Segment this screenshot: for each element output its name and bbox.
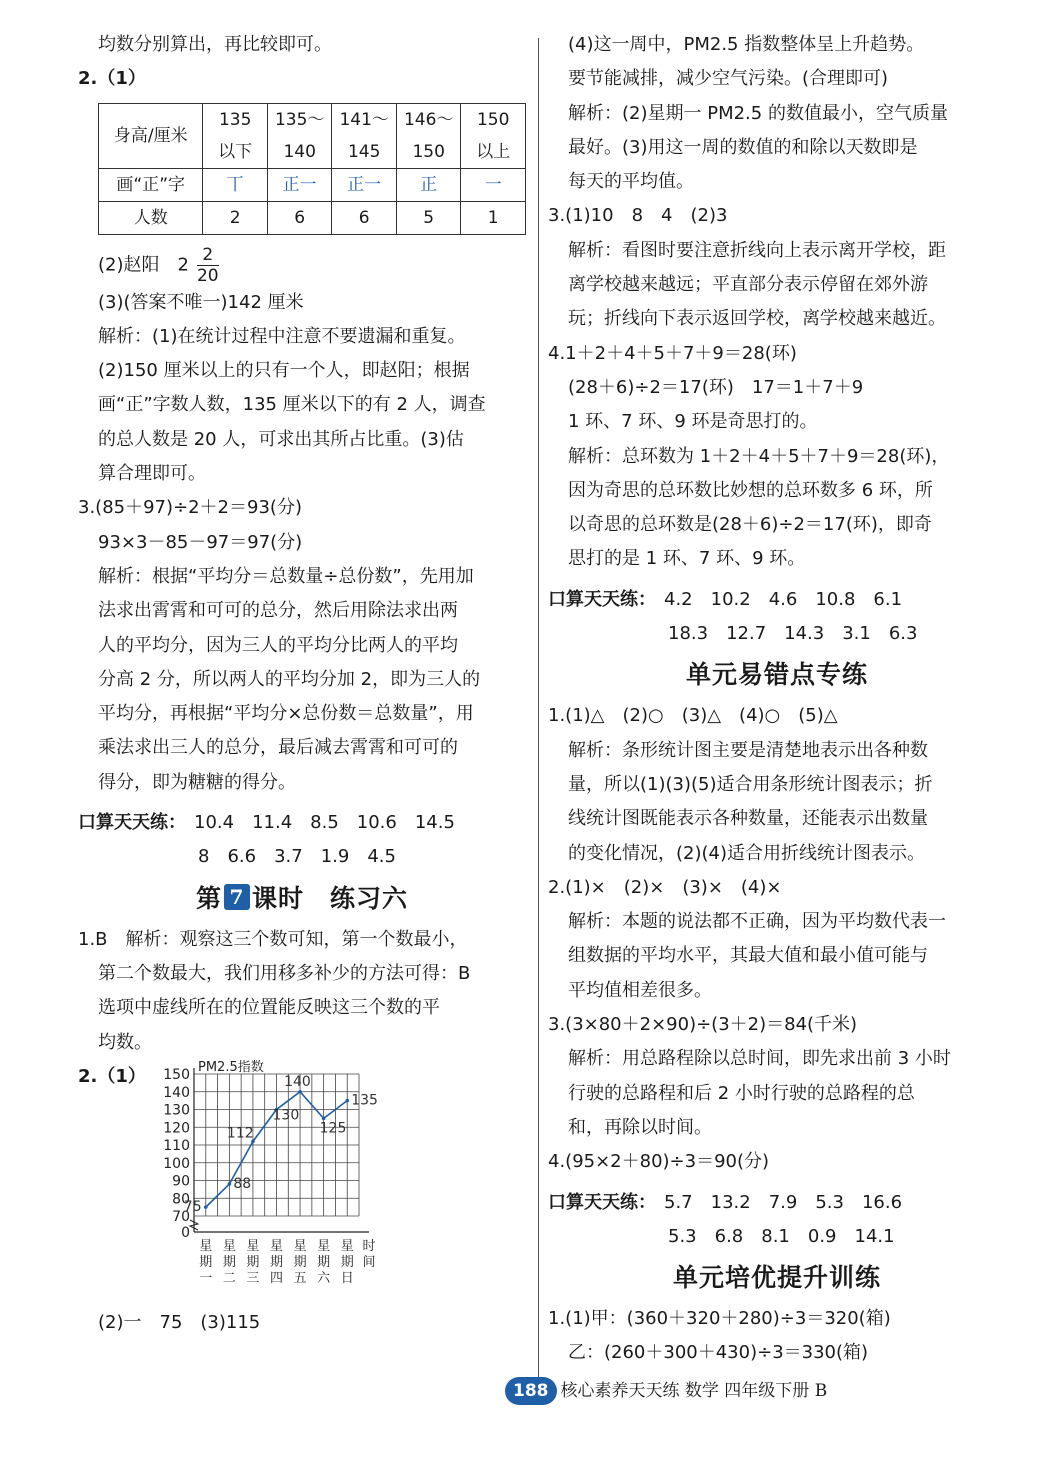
answer-line: 3.(85＋97)÷2＋2＝93(分) (78, 497, 302, 519)
mental-math-label: 口算天天练： (78, 812, 186, 834)
mental-math-label: 口算天天练： (548, 588, 656, 610)
analysis-line: 因为奇思的总环数比妙想的总环数多 6 环，所 (568, 479, 933, 501)
book-title: 核心素养天天练 数学 四年级下册 B (560, 1381, 828, 1401)
x-tick-label: 星 (222, 1238, 236, 1254)
y-tick-label: 140 (163, 1084, 190, 1101)
answer-line: 93×3－85－97＝97(分) (98, 531, 303, 553)
x-tick-label: 期 (293, 1254, 307, 1270)
answer-line: (2)赵阳 2 $\frac{2}{20}$ (98, 244, 219, 286)
y-tick-label: 120 (163, 1120, 190, 1137)
analysis-line: 和，再除以时间。 (568, 1116, 712, 1138)
y-tick-label: 110 (163, 1137, 190, 1154)
chart-title: PM2.5指数 (198, 1059, 264, 1075)
answer-line: 第二个数最大，我们用移多补少的方法可得：B (98, 962, 471, 984)
x-tick-label: 星 (340, 1238, 354, 1254)
x-tick-label: 三 (246, 1270, 260, 1286)
table-cell: 141～ 145 (332, 103, 397, 168)
analysis-line: 最好。(3)用这一周的数值的和除以天数即是 (568, 136, 918, 158)
x-tick-label: 四 (269, 1270, 284, 1286)
analysis-line: 的变化情况，(2)(4)适合用折线统计图表示。 (568, 842, 925, 864)
x-axis-label: 间 (362, 1254, 376, 1270)
tally-cell: 正 (396, 168, 461, 201)
data-label: 140 (284, 1073, 311, 1090)
mental-math-line: 口算天天练： 4.2 10.2 4.6 10.8 6.1 (548, 588, 903, 610)
height-stats-table (98, 103, 526, 235)
table-cell: 6 (267, 201, 332, 234)
analysis-line: 解析：条形统计图主要是清楚地表示出各种数 (568, 739, 928, 761)
tally-cell: 正一 (332, 168, 397, 201)
analysis-line: 每天的平均值。 (568, 171, 694, 193)
data-point (298, 1090, 302, 1094)
analysis-line: 以奇思的总环数是(28＋6)÷2＝17(环)，即奇 (568, 514, 932, 536)
answer-line: 1.(1)甲：(360＋320＋280)÷3＝320(箱) (548, 1308, 891, 1330)
x-tick-label: 六 (317, 1270, 331, 1286)
answer-line: 3.(3×80＋2×90)÷(3＋2)＝84(千米) (548, 1014, 858, 1036)
answer-line: (2)一 75 (3)115 (98, 1311, 261, 1333)
answer-line: 4.1＋2＋4＋5＋7＋9＝28(环) (548, 342, 797, 364)
x-tick-label: 期 (199, 1254, 213, 1270)
right-column (548, 28, 1006, 1371)
answer-line: 1 环、7 环、9 环是奇思打的。 (568, 411, 818, 433)
analysis-line: 解析：本题的说法都不正确，因为平均数代表一 (568, 911, 946, 933)
section-title: 单元易错点专练 (685, 660, 868, 690)
answer-line: 3.(1)10 8 4 (2)3 (548, 205, 728, 227)
data-point (228, 1182, 232, 1186)
x-tick-label: 期 (246, 1254, 260, 1270)
y-tick-label: 80 (172, 1191, 190, 1208)
section-title: 单元培优提升训练 (672, 1263, 881, 1293)
analysis-line: 法求出霄霄和可可的总分，然后用除法求出两 (98, 600, 458, 622)
y-tick-label: 150 (163, 1066, 190, 1083)
mental-math-label: 口算天天练： (548, 1191, 656, 1213)
x-tick-label: 星 (317, 1238, 331, 1254)
data-label: 135 (351, 1092, 378, 1109)
data-label: 112 (226, 1125, 254, 1142)
mental-math-line: 5.3 6.8 8.1 0.9 14.1 (668, 1225, 895, 1247)
answer-line: 1.(1)△ (2)○ (3)△ (4)○ (5)△ (548, 705, 838, 727)
table-cell: 1 (461, 201, 526, 234)
analysis-line: 量，所以(1)(3)(5)适合用条形统计图表示；折 (568, 773, 933, 795)
y-tick-label: 70 (172, 1208, 190, 1225)
answer-line: 要节能减排，减少空气污染。(合理即可) (568, 68, 889, 90)
column-divider (538, 38, 539, 1378)
lesson-number-badge: 7 (224, 884, 250, 910)
analysis-line: 解析：总环数为 1＋2＋4＋5＋7＋9＝28(环)， (568, 445, 950, 467)
table-row (99, 168, 526, 201)
page-footer (505, 1376, 827, 1406)
table-header-row (99, 103, 526, 168)
analysis-line: 线统计图既能表示各种数量，还能表示出数量 (568, 808, 928, 830)
table-cell: 146～ 150 (396, 103, 461, 168)
analysis-line: (2)150 厘米以上的只有一个人，即赵阳；根据 (98, 360, 470, 382)
x-tick-label: 期 (340, 1254, 354, 1270)
analysis-line: 平均值相差很多。 (568, 979, 712, 1001)
analysis-line: 解析：根据“平均分＝总数量÷总份数”，先用加 (98, 565, 474, 587)
analysis-line: 平均分，再根据“平均分×总份数＝总数量”，用 (98, 703, 474, 725)
page-number: 188 (505, 1377, 557, 1405)
table-cell: 135～ 140 (267, 103, 332, 168)
y-tick-label: 130 (163, 1102, 190, 1119)
left-column (78, 28, 526, 1340)
y-tick-label: 0 (181, 1224, 190, 1241)
data-label: 75 (183, 1198, 202, 1215)
analysis-line: 乘法求出三人的总分，最后减去霄霄和可可的 (98, 737, 458, 759)
pm25-chart-block (78, 1060, 526, 1306)
axis-break-mark (190, 1220, 198, 1230)
fraction: $\frac{2}{20}$ (196, 244, 219, 286)
table-cell: 5 (396, 201, 461, 234)
analysis-line: 组数据的平均水平，其最大值和最小值可能与 (568, 945, 928, 967)
analysis-line: 行驶的总路程和后 2 小时行驶的总路程的总 (568, 1082, 915, 1104)
x-tick-label: 期 (269, 1254, 284, 1270)
answer-line: 4.(95×2＋80)÷3＝90(分) (548, 1151, 770, 1173)
table-cell: 150 以上 (461, 103, 526, 168)
analysis-line: 分高 2 分，所以两人的平均分加 2，即为三人的 (98, 668, 481, 690)
analysis-line: 玩；折线向下表示返回学校，离学校越来越近。 (568, 308, 946, 330)
question-heading: 2.（1） (78, 68, 146, 90)
tally-cell: 一 (461, 168, 526, 201)
text-line: 均数分别算出，再比较即可。 (98, 34, 332, 55)
table-cell: 人数 (99, 201, 203, 234)
analysis-line: 离学校越来越远；平直部分表示停留在郊外游 (568, 274, 928, 296)
x-tick-label: 星 (293, 1238, 307, 1254)
question-heading: 2.（1） (78, 1065, 146, 1087)
x-tick-label: 日 (340, 1270, 354, 1286)
analysis-line: 人的平均分，因为三人的平均分比两人的平均 (98, 634, 458, 656)
x-tick-label: 一 (199, 1270, 213, 1286)
answer-line: 均数。 (98, 1031, 152, 1053)
data-label: 88 (233, 1175, 252, 1192)
tally-cell: 正一 (267, 168, 332, 201)
x-tick-label: 期 (317, 1254, 331, 1270)
answer-line: 2.(1)× (2)× (3)× (4)× (548, 876, 782, 898)
answer-line: 1.B 解析：观察这三个数可知，第一个数最小， (78, 928, 468, 950)
x-tick-label: 星 (246, 1238, 260, 1254)
analysis-line: 算合理即可。 (98, 463, 206, 485)
x-tick-label: 星 (199, 1238, 213, 1254)
y-tick-label: 100 (163, 1155, 190, 1172)
analysis-line: 的总人数是 20 人，可求出其所占比重。(3)估 (98, 428, 464, 450)
analysis-line: 思打的是 1 环、7 环、9 环。 (568, 548, 806, 570)
analysis-line: 画“正”字数人数，135 厘米以下的有 2 人，调查 (98, 394, 486, 416)
x-tick-label: 二 (222, 1270, 236, 1286)
pm25-line-chart (116, 1060, 416, 1306)
table-cell: 135 以下 (203, 103, 268, 168)
mental-math-line: 8 6.6 3.7 1.9 4.5 (198, 846, 396, 868)
analysis-line: 得分，即为糖糖的得分。 (98, 771, 296, 793)
x-tick-label: 期 (222, 1254, 236, 1270)
y-tick-label: 90 (172, 1173, 190, 1190)
tally-cell: 丅 (203, 168, 268, 201)
mental-math-line: 口算天天练： 5.7 13.2 7.9 5.3 16.6 (548, 1191, 903, 1213)
x-tick-label: 星 (269, 1238, 284, 1254)
mental-math-line: 口算天天练： 10.4 11.4 8.5 10.6 14.5 (78, 812, 455, 834)
table-cell: 画“正”字 (99, 168, 203, 201)
table-row (99, 201, 526, 234)
table-cell: 身高/厘米 (99, 103, 203, 168)
data-point (204, 1205, 208, 1209)
analysis-line: 解析：看图时要注意折线向上表示离开学校，距 (568, 239, 946, 261)
analysis-line: 解析：用总路程除以总时间，即先求出前 3 小时 (568, 1048, 951, 1070)
table-cell: 6 (332, 201, 397, 234)
data-point (345, 1099, 349, 1103)
answer-line: (4)这一周中，PM2.5 指数整体呈上升趋势。 (568, 34, 925, 55)
data-label: 125 (319, 1120, 347, 1137)
data-label: 130 (272, 1107, 300, 1124)
mental-math-line: 18.3 12.7 14.3 3.1 6.3 (668, 623, 918, 645)
table-cell: 2 (203, 201, 268, 234)
answer-line: (3)(答案不唯一)142 厘米 (98, 291, 304, 313)
answer-line: (28＋6)÷2＝17(环) 17＝1＋7＋9 (568, 376, 864, 398)
x-tick-label: 五 (293, 1270, 307, 1286)
analysis-line: 解析：(1)在统计过程中注意不要遗漏和重复。 (98, 325, 466, 347)
answer-line: 选项中虚线所在的位置能反映这三个数的平 (98, 997, 440, 1019)
analysis-line: 解析：(2)星期一 PM2.5 的数值最小，空气质量 (568, 102, 948, 124)
answer-line: 乙：(260＋300＋430)÷3＝330(箱) (568, 1342, 869, 1364)
lesson-title: 第 7 课时 练习六 (195, 883, 409, 913)
x-axis-label: 时 (362, 1238, 376, 1254)
